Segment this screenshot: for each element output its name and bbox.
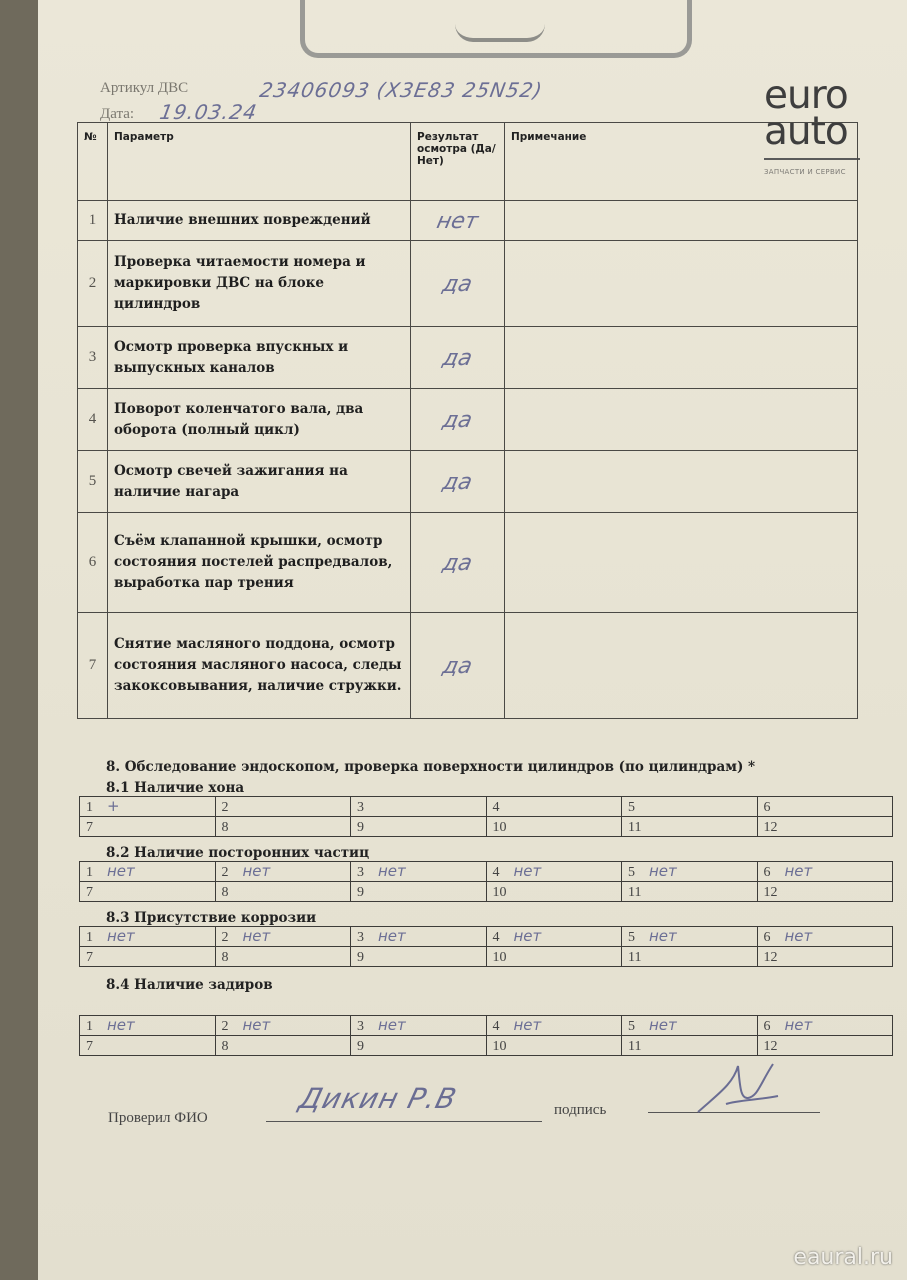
cylinder-number: 7 — [86, 885, 93, 900]
cylinder-value: нет — [107, 862, 135, 880]
logo-tagline: ЗАПЧАСТИ И СЕРВИС — [764, 168, 846, 176]
row-number: 3 — [78, 327, 108, 389]
cylinder-cell — [757, 927, 893, 947]
cylinder-value: нет — [513, 1016, 542, 1034]
date-label: Дата: — [100, 106, 135, 122]
cylinder-value: нет — [378, 927, 406, 945]
table-row — [78, 613, 858, 719]
cylinder-value: нет — [784, 862, 813, 880]
cylinder-cell — [351, 882, 487, 902]
row-number: 1 — [78, 201, 108, 241]
cylinder-value: нет — [513, 862, 542, 880]
cylinder-cell — [351, 1016, 487, 1036]
row-note — [505, 201, 858, 241]
cylinder-number: 1 — [86, 865, 93, 880]
cylinder-cell — [215, 947, 351, 967]
row-note — [505, 613, 858, 719]
cylinder-number: 12 — [763, 1039, 778, 1054]
checked-by-label: Проверил ФИО — [108, 1110, 208, 1126]
row-result: да — [440, 271, 475, 297]
cylinder-number: 5 — [628, 1019, 635, 1034]
section8-title: 8. Обследование эндоскопом, проверка поверхности цилиндров (по цилиндрам) * — [106, 759, 756, 775]
cylinder-grid — [79, 861, 893, 902]
row-number: 7 — [78, 613, 108, 719]
cylinder-cell — [622, 947, 758, 967]
article-label: Артикул ДВС — [100, 80, 189, 96]
row-number: 6 — [78, 513, 108, 613]
cylinder-cell — [80, 817, 216, 837]
cylinder-grid — [79, 1015, 893, 1056]
cylinder-cell — [622, 817, 758, 837]
cylinder-cell — [215, 1036, 351, 1056]
cylinder-cell — [486, 947, 622, 967]
row-parameter: Снятие масляного поддона, осмотр состояния масляного насоса, следы закоксовывания, наличие стружки. — [108, 613, 411, 719]
cylinder-row — [80, 862, 893, 882]
cylinder-cell — [486, 862, 622, 882]
cylinder-row — [80, 1036, 893, 1056]
cylinder-cell — [622, 1016, 758, 1036]
cylinder-number: 10 — [492, 820, 507, 835]
subsection-title: 8.4 Наличие задиров — [106, 977, 273, 993]
cylinder-value: нет — [242, 927, 271, 945]
table-header-row — [78, 123, 858, 201]
cylinder-cell — [351, 817, 487, 837]
cylinder-cell — [486, 1016, 622, 1036]
cylinder-value: нет — [649, 1016, 677, 1034]
cylinder-value: нет — [107, 1016, 135, 1034]
row-number: 2 — [78, 241, 108, 327]
table-row — [78, 201, 858, 241]
cylinder-number: 5 — [628, 800, 635, 815]
clipboard-clip — [300, 0, 692, 58]
cylinder-number: 4 — [492, 800, 500, 815]
cylinder-number: 2 — [221, 865, 229, 880]
cylinder-number: 3 — [357, 800, 364, 815]
cylinder-cell — [757, 1016, 893, 1036]
subsection-title: 8.1 Наличие хона — [106, 780, 245, 796]
table-row — [78, 513, 858, 613]
cylinder-number: 9 — [357, 950, 364, 965]
cylinder-cell — [80, 1016, 216, 1036]
cylinder-number: 2 — [221, 800, 229, 815]
cylinder-cell — [622, 862, 758, 882]
row-parameter: Съём клапанной крышки, осмотр состояния постелей распредвалов, выработка пар трения — [108, 513, 411, 613]
cylinder-number: 9 — [357, 885, 364, 900]
cylinder-number: 11 — [628, 885, 642, 900]
cylinder-cell — [351, 1036, 487, 1056]
cylinder-number: 10 — [492, 885, 507, 900]
cylinder-number: 4 — [492, 930, 500, 945]
row-result: да — [440, 653, 475, 679]
cylinder-row — [80, 797, 893, 817]
subsection-title: 8.3 Присутствие коррозии — [106, 910, 317, 926]
cylinder-number: 7 — [86, 950, 93, 965]
cylinder-cell — [622, 927, 758, 947]
cylinder-number: 4 — [492, 1019, 500, 1034]
checked-by-name: Дикин Р.В — [295, 1082, 461, 1115]
cylinder-cell — [351, 947, 487, 967]
signature-scribble — [678, 1054, 798, 1124]
cylinder-number: 12 — [763, 885, 778, 900]
cylinder-number: 1 — [86, 930, 93, 945]
row-result: да — [440, 550, 475, 576]
cylinder-number: 3 — [357, 930, 364, 945]
cylinder-value: нет — [242, 862, 271, 880]
cylinder-row — [80, 882, 893, 902]
cylinder-value: нет — [513, 927, 542, 945]
cylinder-number: 8 — [221, 820, 229, 835]
row-parameter: Наличие внешних повреждений — [108, 201, 411, 241]
row-result: да — [440, 345, 475, 371]
cylinder-cell — [215, 927, 351, 947]
signature-label: подпись — [554, 1102, 607, 1118]
cylinder-cell — [215, 1016, 351, 1036]
cylinder-number: 3 — [357, 865, 364, 880]
cylinder-cell — [351, 927, 487, 947]
cylinder-value: нет — [784, 1016, 813, 1034]
header-param: Параметр — [108, 123, 411, 201]
cylinder-cell — [757, 862, 893, 882]
cylinder-number: 6 — [763, 865, 771, 880]
cylinder-value: нет — [107, 927, 135, 945]
cylinder-number: 11 — [628, 1039, 642, 1054]
cylinder-value: нет — [378, 1016, 406, 1034]
cylinder-cell — [215, 797, 351, 817]
cylinder-cell — [622, 882, 758, 902]
cylinder-cell — [215, 862, 351, 882]
cylinder-value: + — [107, 797, 120, 815]
cylinder-row — [80, 817, 893, 837]
cylinder-value: нет — [649, 862, 677, 880]
cylinder-number: 11 — [628, 950, 642, 965]
cylinder-row — [80, 947, 893, 967]
cylinder-grid — [79, 796, 893, 837]
row-number: 4 — [78, 389, 108, 451]
subsection-title: 8.2 Наличие посторонних частиц — [106, 845, 370, 861]
header-result: Результат осмотра (Да/Нет) — [411, 123, 505, 201]
cylinder-number: 2 — [221, 930, 229, 945]
cylinder-number: 1 — [86, 1019, 93, 1034]
cylinder-cell — [486, 797, 622, 817]
inspection-sheet — [38, 0, 907, 1280]
inspection-table — [77, 122, 858, 719]
row-note — [505, 451, 858, 513]
cylinder-number: 1 — [86, 800, 93, 815]
header-num: № — [78, 123, 108, 201]
cylinder-cell — [757, 947, 893, 967]
row-result: да — [440, 469, 475, 495]
row-parameter: Осмотр свечей зажигания на наличие нагара — [108, 451, 411, 513]
row-parameter: Осмотр проверка впускных и выпускных каналов — [108, 327, 411, 389]
cylinder-cell — [757, 1036, 893, 1056]
cylinder-cell — [351, 862, 487, 882]
logo-line2: auto — [764, 109, 848, 154]
cylinder-cell — [486, 882, 622, 902]
cylinder-cell — [757, 882, 893, 902]
table-row — [78, 241, 858, 327]
cylinder-cell — [486, 1036, 622, 1056]
row-result: нет — [434, 208, 481, 234]
watermark: eaural.ru — [793, 1245, 893, 1270]
cylinder-number: 6 — [763, 800, 771, 815]
row-note — [505, 389, 858, 451]
logo-line1: euro — [764, 73, 848, 118]
cylinder-cell — [80, 927, 216, 947]
cylinder-number: 9 — [357, 820, 364, 835]
cylinder-cell — [486, 927, 622, 947]
cylinder-value: нет — [649, 927, 677, 945]
table-row — [78, 327, 858, 389]
cylinder-value: нет — [378, 862, 406, 880]
cylinder-number: 7 — [86, 820, 93, 835]
cylinder-row — [80, 1016, 893, 1036]
cylinder-number: 2 — [221, 1019, 229, 1034]
cylinder-cell — [80, 862, 216, 882]
cylinder-cell — [757, 817, 893, 837]
cylinder-number: 11 — [628, 820, 642, 835]
cylinder-number: 6 — [763, 930, 771, 945]
cylinder-number: 10 — [492, 1039, 507, 1054]
cylinder-number: 7 — [86, 1039, 93, 1054]
cylinder-cell — [486, 817, 622, 837]
cylinder-cell — [757, 797, 893, 817]
cylinder-number: 8 — [221, 1039, 229, 1054]
row-result: да — [440, 407, 475, 433]
cylinder-number: 3 — [357, 1019, 364, 1034]
date-value: 19.03.24 — [157, 100, 260, 124]
row-number: 5 — [78, 451, 108, 513]
cylinder-cell — [80, 882, 216, 902]
row-parameter: Поворот коленчатого вала, два оборота (полный цикл) — [108, 389, 411, 451]
article-value: 23406093 (X3E83 25N52) — [257, 78, 545, 102]
checked-by-line — [266, 1121, 542, 1122]
cylinder-cell — [622, 797, 758, 817]
cylinder-cell — [80, 1036, 216, 1056]
cylinder-cell — [351, 797, 487, 817]
cylinder-cell — [622, 1036, 758, 1056]
header-note: Примечание — [505, 123, 858, 201]
cylinder-row — [80, 927, 893, 947]
row-note — [505, 327, 858, 389]
cylinder-number: 4 — [492, 865, 500, 880]
cylinder-number: 6 — [763, 1019, 771, 1034]
cylinder-value: нет — [242, 1016, 271, 1034]
cylinder-number: 10 — [492, 950, 507, 965]
cylinder-number: 8 — [221, 885, 229, 900]
table-row — [78, 389, 858, 451]
cylinder-cell — [80, 947, 216, 967]
cylinder-number: 9 — [357, 1039, 364, 1054]
row-note — [505, 513, 858, 613]
cylinder-grid — [79, 926, 893, 967]
table-row — [78, 451, 858, 513]
cylinder-value: нет — [784, 927, 813, 945]
cylinder-number: 12 — [763, 950, 778, 965]
cylinder-number: 5 — [628, 865, 635, 880]
cylinder-number: 12 — [763, 820, 778, 835]
cylinder-number: 8 — [221, 950, 229, 965]
cylinder-cell — [215, 882, 351, 902]
row-parameter: Проверка читаемости номера и маркировки ДВС на блоке цилиндров — [108, 241, 411, 327]
row-note — [505, 241, 858, 327]
cylinder-number: 5 — [628, 930, 635, 945]
cylinder-cell — [80, 797, 216, 817]
cylinder-cell — [215, 817, 351, 837]
